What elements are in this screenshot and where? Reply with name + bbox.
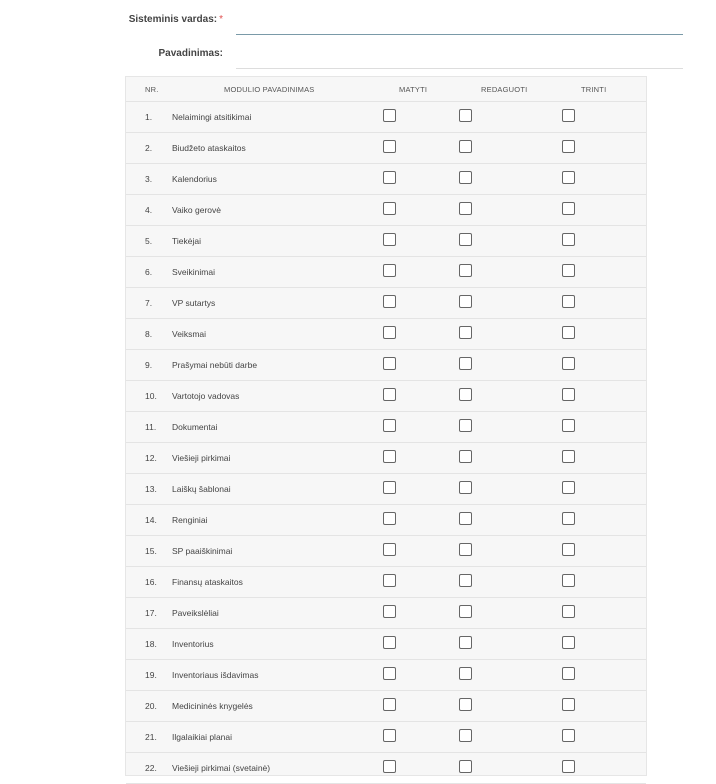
view-checkbox[interactable] bbox=[383, 171, 396, 184]
table-row bbox=[126, 536, 646, 567]
system-name-row bbox=[0, 8, 716, 38]
table-row bbox=[126, 629, 646, 660]
edit-checkbox[interactable] bbox=[459, 512, 472, 525]
delete-checkbox[interactable] bbox=[562, 605, 575, 618]
edit-checkbox[interactable] bbox=[459, 233, 472, 246]
row-number: 4. bbox=[145, 205, 153, 215]
row-number: 16. bbox=[145, 577, 157, 587]
edit-checkbox[interactable] bbox=[459, 140, 472, 153]
delete-checkbox[interactable] bbox=[562, 295, 575, 308]
delete-checkbox[interactable] bbox=[562, 202, 575, 215]
view-checkbox[interactable] bbox=[383, 512, 396, 525]
module-name: Inventoriaus išdavimas bbox=[172, 670, 259, 680]
edit-checkbox[interactable] bbox=[459, 543, 472, 556]
table-row bbox=[126, 102, 646, 133]
view-checkbox[interactable] bbox=[383, 388, 396, 401]
edit-checkbox[interactable] bbox=[459, 605, 472, 618]
delete-checkbox[interactable] bbox=[562, 450, 575, 463]
row-number: 3. bbox=[145, 174, 153, 184]
module-name: Tiekėjai bbox=[172, 236, 201, 246]
row-number: 17. bbox=[145, 608, 157, 618]
edit-checkbox[interactable] bbox=[459, 295, 472, 308]
edit-checkbox[interactable] bbox=[459, 481, 472, 494]
delete-checkbox[interactable] bbox=[562, 729, 575, 742]
view-checkbox[interactable] bbox=[383, 202, 396, 215]
row-number: 11. bbox=[145, 422, 157, 432]
view-checkbox[interactable] bbox=[383, 419, 396, 432]
row-number: 7. bbox=[145, 298, 153, 308]
row-number: 5. bbox=[145, 236, 153, 246]
name-row bbox=[0, 42, 716, 72]
header-nr: NR. bbox=[145, 85, 159, 94]
table-row bbox=[126, 660, 646, 691]
view-checkbox[interactable] bbox=[383, 729, 396, 742]
table-row bbox=[126, 598, 646, 629]
module-name: Viešieji pirkimai bbox=[172, 453, 231, 463]
module-name: Vaiko gerovė bbox=[172, 205, 221, 215]
delete-checkbox[interactable] bbox=[562, 357, 575, 370]
row-number: 10. bbox=[145, 391, 157, 401]
table-row bbox=[126, 226, 646, 257]
edit-checkbox[interactable] bbox=[459, 698, 472, 711]
table-row bbox=[126, 133, 646, 164]
table-row bbox=[126, 412, 646, 443]
row-number: 8. bbox=[145, 329, 153, 339]
view-checkbox[interactable] bbox=[383, 605, 396, 618]
row-number: 14. bbox=[145, 515, 157, 525]
view-checkbox[interactable] bbox=[383, 667, 396, 680]
view-checkbox[interactable] bbox=[383, 264, 396, 277]
table-row bbox=[126, 288, 646, 319]
delete-checkbox[interactable] bbox=[562, 574, 575, 587]
delete-checkbox[interactable] bbox=[562, 636, 575, 649]
row-number: 22. bbox=[145, 763, 157, 773]
view-checkbox[interactable] bbox=[383, 574, 396, 587]
edit-checkbox[interactable] bbox=[459, 388, 472, 401]
required-marker: * bbox=[219, 14, 223, 25]
header-edit: REDAGUOTI bbox=[481, 85, 528, 94]
delete-checkbox[interactable] bbox=[562, 171, 575, 184]
table-row bbox=[126, 319, 646, 350]
module-name: Nelaimingi atsitikimai bbox=[172, 112, 252, 122]
delete-checkbox[interactable] bbox=[562, 264, 575, 277]
header-view: MATYTI bbox=[399, 85, 428, 94]
edit-checkbox[interactable] bbox=[459, 109, 472, 122]
name-input[interactable] bbox=[236, 42, 683, 69]
edit-checkbox[interactable] bbox=[459, 264, 472, 277]
delete-checkbox[interactable] bbox=[562, 667, 575, 680]
system-name-label: Sisteminis vardas: * bbox=[128, 14, 223, 25]
row-number: 20. bbox=[145, 701, 157, 711]
view-checkbox[interactable] bbox=[383, 233, 396, 246]
module-name: Finansų ataskaitos bbox=[172, 577, 243, 587]
delete-checkbox[interactable] bbox=[562, 140, 575, 153]
system-name-input[interactable] bbox=[236, 8, 683, 35]
module-name: Prašymai nebūti darbe bbox=[172, 360, 258, 370]
delete-checkbox[interactable] bbox=[562, 326, 575, 339]
row-number: 15. bbox=[145, 546, 157, 556]
table-row bbox=[126, 443, 646, 474]
module-name: Laiškų šablonai bbox=[172, 484, 231, 494]
table-row bbox=[126, 474, 646, 505]
view-checkbox[interactable] bbox=[383, 698, 396, 711]
view-checkbox[interactable] bbox=[383, 140, 396, 153]
module-name: Ilgalaikiai planai bbox=[172, 732, 233, 742]
module-name: Vartotojo vadovas bbox=[172, 391, 240, 401]
table-header bbox=[126, 77, 646, 102]
view-checkbox[interactable] bbox=[383, 450, 396, 463]
module-name: Dokumentai bbox=[172, 422, 218, 432]
edit-checkbox[interactable] bbox=[459, 357, 472, 370]
row-number: 18. bbox=[145, 639, 157, 649]
edit-checkbox[interactable] bbox=[459, 729, 472, 742]
view-checkbox[interactable] bbox=[383, 326, 396, 339]
header-delete: TRINTI bbox=[581, 85, 607, 94]
table-row bbox=[126, 691, 646, 722]
edit-checkbox[interactable] bbox=[459, 636, 472, 649]
row-number: 6. bbox=[145, 267, 153, 277]
module-name: Renginiai bbox=[172, 515, 208, 525]
row-number: 9. bbox=[145, 360, 153, 370]
module-name: Medicininės knygelės bbox=[172, 701, 253, 711]
delete-checkbox[interactable] bbox=[562, 481, 575, 494]
edit-checkbox[interactable] bbox=[459, 450, 472, 463]
delete-checkbox[interactable] bbox=[562, 543, 575, 556]
table-row bbox=[126, 164, 646, 195]
row-number: 12. bbox=[145, 453, 157, 463]
row-number: 1. bbox=[145, 112, 153, 122]
delete-checkbox[interactable] bbox=[562, 419, 575, 432]
delete-checkbox[interactable] bbox=[562, 698, 575, 711]
table-row bbox=[126, 195, 646, 226]
view-checkbox[interactable] bbox=[383, 295, 396, 308]
edit-checkbox[interactable] bbox=[459, 667, 472, 680]
module-name: Paveikslėliai bbox=[172, 608, 219, 618]
edit-checkbox[interactable] bbox=[459, 326, 472, 339]
module-name: Biudžeto ataskaitos bbox=[172, 143, 246, 153]
table-row bbox=[126, 753, 646, 784]
view-checkbox[interactable] bbox=[383, 543, 396, 556]
header-module: MODULIO PAVADINIMAS bbox=[224, 85, 315, 94]
edit-checkbox[interactable] bbox=[459, 419, 472, 432]
delete-checkbox[interactable] bbox=[562, 388, 575, 401]
row-number: 13. bbox=[145, 484, 157, 494]
module-name: VP sutartys bbox=[172, 298, 216, 308]
view-checkbox[interactable] bbox=[383, 481, 396, 494]
edit-checkbox[interactable] bbox=[459, 171, 472, 184]
delete-checkbox[interactable] bbox=[562, 233, 575, 246]
edit-checkbox[interactable] bbox=[459, 202, 472, 215]
table-row bbox=[126, 350, 646, 381]
view-checkbox[interactable] bbox=[383, 357, 396, 370]
permissions-table bbox=[125, 76, 647, 776]
module-name: Viešieji pirkimai (svetainė) bbox=[172, 763, 271, 773]
view-checkbox[interactable] bbox=[383, 636, 396, 649]
module-name: Sveikinimai bbox=[172, 267, 215, 277]
table-row bbox=[126, 722, 646, 753]
row-number: 21. bbox=[145, 732, 157, 742]
row-number: 19. bbox=[145, 670, 157, 680]
table-row bbox=[126, 257, 646, 288]
edit-checkbox[interactable] bbox=[459, 574, 472, 587]
table-row bbox=[126, 567, 646, 598]
delete-checkbox[interactable] bbox=[562, 512, 575, 525]
view-checkbox[interactable] bbox=[383, 109, 396, 122]
module-name: Kalendorius bbox=[172, 174, 217, 184]
table-row bbox=[126, 505, 646, 536]
table-body bbox=[126, 102, 646, 784]
row-number: 2. bbox=[145, 143, 153, 153]
module-name: SP paaiškinimai bbox=[172, 546, 233, 556]
table-row bbox=[126, 381, 646, 412]
name-label: Pavadinimas: bbox=[158, 48, 223, 59]
delete-checkbox[interactable] bbox=[562, 109, 575, 122]
module-name: Veiksmai bbox=[172, 329, 207, 339]
module-name: Inventorius bbox=[172, 639, 214, 649]
